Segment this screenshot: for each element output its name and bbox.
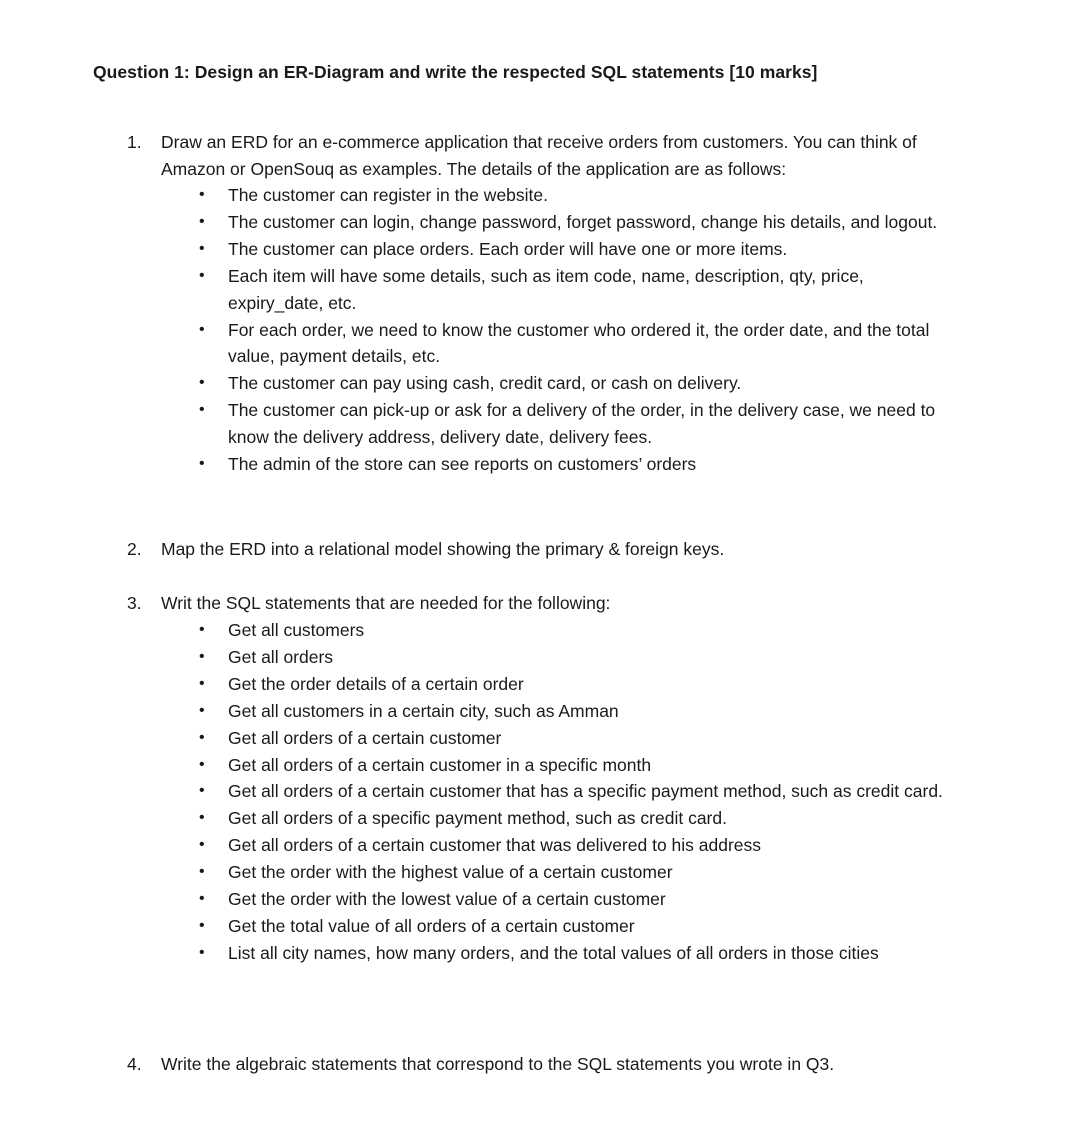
bullet-icon: •: [199, 890, 205, 908]
item-2-text: Map the ERD into a relational model showing the primary & foreign keys.: [161, 539, 725, 559]
list-item: • Get all customers in a certain city, such as Amman: [0, 698, 1080, 725]
item-1-text: Draw an ERD for an e-commerce application that receive orders from customers. You can think of Amazon or OpenSouq as examples. The details of the application are as follows:: [161, 132, 917, 179]
bullet-icon: •: [199, 212, 205, 230]
bullet-icon: •: [199, 186, 205, 203]
list-item: • Get all orders of a certain customer that was delivered to his address: [0, 832, 1080, 859]
bullet-icon: •: [199, 621, 205, 638]
item-1-number: 1.: [127, 132, 142, 152]
list-item: • Get the order with the highest value of a certain customer: [0, 859, 1080, 886]
bullet-icon: •: [199, 239, 205, 257]
bullet-icon: •: [199, 943, 205, 961]
list-item: • The customer can login, change password, forget password, change his details, and logout.: [0, 209, 1080, 236]
bullet-icon: •: [199, 374, 205, 392]
bullet-icon: •: [199, 401, 205, 419]
item-3-number: 3.: [127, 593, 142, 613]
item-1-bullet-list: [0, 182, 1080, 478]
item-4-text: Write the algebraic statements that correspond to the SQL statements you wrote in Q3.: [161, 1054, 835, 1074]
list-item: • Get all orders: [0, 644, 1080, 671]
list-item: • Get all orders of a certain customer that has a specific payment method, such as credit card.: [0, 778, 1080, 805]
list-item: • Get the order details of a certain order: [0, 671, 1080, 698]
list-item: • Get the total value of all orders of a certain customer: [0, 913, 1080, 940]
list-item: • Get all orders of a certain customer: [0, 725, 1080, 752]
bullet-icon: •: [199, 755, 205, 773]
list-item: • For each order, we need to know the customer who ordered it, the order date, and the total value, payment details, etc.: [0, 317, 1080, 371]
list-item: • Get all customers: [0, 617, 1080, 644]
bullet-icon: •: [199, 782, 205, 800]
list-item: • List all city names, how many orders, and the total values of all orders in those cities: [0, 940, 1080, 967]
bullet-icon: •: [199, 836, 205, 854]
list-item: • The customer can register in the website.: [0, 182, 1080, 209]
bullet-icon: •: [199, 674, 205, 692]
bullet-icon: •: [199, 455, 205, 473]
bullet-icon: •: [199, 320, 205, 338]
list-item: • The customer can place orders. Each order will have one or more items.: [0, 236, 1080, 263]
list-item: • The admin of the store can see reports on customers’ orders: [0, 451, 1080, 478]
item-3-bullet-list: [0, 617, 1080, 967]
item-4-number: 4.: [127, 1054, 142, 1074]
item-3-text: Writ the SQL statements that are needed for the following:: [161, 593, 611, 613]
bullet-icon: •: [199, 916, 205, 934]
list-item: • The customer can pay using cash, credit card, or cash on delivery.: [0, 370, 1080, 397]
bullet-icon: •: [199, 863, 205, 881]
list-item: • Each item will have some details, such as item code, name, description, qty, price, expiry_date, etc.: [0, 263, 1080, 317]
bullet-icon: •: [199, 701, 205, 719]
list-item: • The customer can pick-up or ask for a delivery of the order, in the delivery case, we need to know the delivery address, delivery date, delivery fees.: [0, 397, 1080, 451]
bullet-icon: •: [199, 728, 205, 746]
list-item: • Get the order with the lowest value of a certain customer: [0, 886, 1080, 913]
question-heading: Question 1: Design an ER-Diagram and write the respected SQL statements [10 marks]: [93, 62, 818, 82]
bullet-icon: •: [199, 266, 205, 284]
list-item: • Get all orders of a specific payment method, such as credit card.: [0, 805, 1080, 832]
list-item: • Get all orders of a certain customer in a specific month: [0, 752, 1080, 779]
item-2-number: 2.: [127, 539, 142, 559]
bullet-icon: •: [199, 647, 205, 665]
bullet-icon: •: [199, 809, 205, 827]
